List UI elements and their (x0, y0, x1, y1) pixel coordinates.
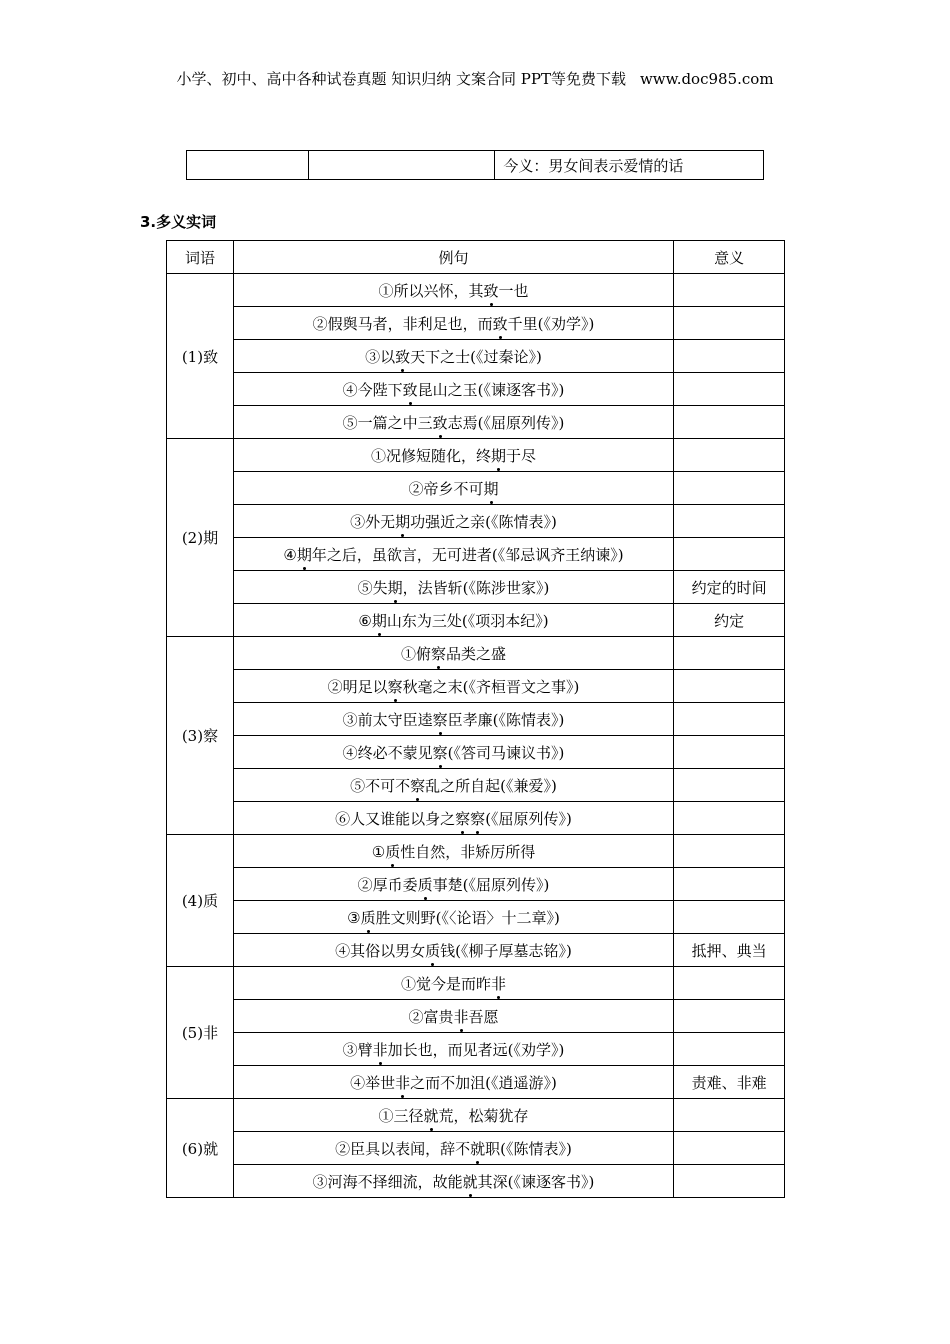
dotted-keyword (403, 381, 418, 399)
example-text: ，法皆斩(《陈涉世家》) (402, 578, 550, 597)
example-cell (233, 868, 673, 901)
dotted-keyword (491, 447, 506, 465)
example-cell (233, 1165, 673, 1198)
dotted-keyword (463, 1173, 478, 1191)
meaning-cell: 抵押、典当 (674, 934, 785, 967)
example-text: ③以 (365, 347, 396, 366)
dotted-keyword (454, 1008, 469, 1026)
example-text: 品类之盛 (446, 644, 507, 663)
dotted-char: 质 (425, 941, 441, 960)
dotted-keyword (372, 612, 387, 630)
example-text: 天下之士(《过秦论》) (410, 347, 542, 366)
dotted-keyword (395, 348, 410, 366)
example-cell (233, 934, 673, 967)
example-text: ③ (347, 908, 361, 927)
example-text: (《屈原列传》) (485, 809, 572, 828)
example-cell (233, 802, 673, 835)
header-site: www.doc985.com (639, 70, 774, 88)
example-text: 于尽 (506, 446, 537, 465)
meaning-cell (674, 868, 785, 901)
example-text: ①所以兴怀，其 (378, 281, 484, 300)
example-cell (233, 1132, 673, 1165)
meaning-cell (674, 835, 785, 868)
header-text: 小学、初中、高中各种试卷真题 知识归纳 文案合同 PPT等免费下载 (176, 70, 626, 88)
dotted-char: 致 (395, 347, 411, 366)
table-row (167, 340, 785, 373)
example-cell (233, 439, 673, 472)
example-text: ①觉今是而昨 (401, 974, 492, 993)
header-example: 例句 (233, 241, 673, 274)
example-cell (233, 967, 673, 1000)
example-text: ⑥人又谁能以身之 (335, 809, 456, 828)
meaning-cell (674, 373, 785, 406)
example-cell (233, 1000, 673, 1033)
table-row (167, 373, 785, 406)
example-cell (233, 505, 673, 538)
dotted-keyword (484, 282, 499, 300)
example-text: (《答司马谏议书》) (447, 743, 565, 762)
example-cell (233, 901, 673, 934)
example-cell (233, 274, 673, 307)
dotted-char: 就 (470, 1139, 486, 1158)
example-cell (233, 736, 673, 769)
dotted-keyword (388, 579, 403, 597)
example-text: 臣孝廉(《陈情表》) (447, 710, 565, 729)
table-row (167, 472, 785, 505)
dotted-keyword (361, 909, 376, 927)
dotted-keyword (491, 975, 506, 993)
dotted-keyword (470, 1140, 485, 1158)
example-text: 一也 (498, 281, 529, 300)
table-row (167, 406, 785, 439)
meaning-cell: 责难、非难 (674, 1066, 785, 1099)
dotted-keyword (433, 414, 448, 432)
example-text: ④举世 (350, 1073, 396, 1092)
meaning-cell (674, 1165, 785, 1198)
dotted-char: 察 (432, 743, 448, 762)
example-text: ①三径 (378, 1106, 424, 1125)
table-row (167, 439, 785, 472)
section-title: 3.多义实词 (140, 213, 217, 231)
example-text: ③前太守臣逵 (342, 710, 433, 729)
dotted-char: 察 (431, 644, 447, 663)
meaning-cell (674, 1033, 785, 1066)
dotted-char: 致 (492, 314, 508, 333)
dotted-char: 期 (395, 512, 411, 531)
example-text: ②厚币委 (357, 875, 418, 894)
dotted-keyword (484, 480, 499, 498)
dotted-char: 察 (455, 809, 471, 828)
dotted-char: 非 (395, 1073, 411, 1092)
meaning-cell (674, 967, 785, 1000)
dotted-char: 致 (432, 413, 448, 432)
meaning-cell (674, 505, 785, 538)
example-text: ⑤失 (357, 578, 388, 597)
dotted-char: 就 (423, 1106, 439, 1125)
dotted-keyword (431, 645, 446, 663)
example-text: ②帝乡不可 (408, 479, 484, 498)
modern-meaning-cell: 今义：男女间表示爱情的话 (495, 151, 764, 180)
table-row (167, 1000, 785, 1033)
example-cell (233, 703, 673, 736)
word-cell: (3)察 (167, 637, 234, 835)
meaning-cell: 约定 (674, 604, 785, 637)
example-text: ③臂 (342, 1040, 373, 1059)
dotted-char: 察 (387, 677, 403, 696)
example-text: 山东为三处(《项羽本纪》) (386, 611, 549, 630)
example-text: ②臣具以表闻，辞不 (335, 1139, 471, 1158)
table-row (187, 151, 764, 180)
table-row (167, 670, 785, 703)
example-text: ③河海不择细流，故能 (312, 1172, 463, 1191)
table-row (167, 571, 785, 604)
continued-table (186, 150, 764, 180)
example-cell (233, 373, 673, 406)
dotted-keyword (395, 1074, 410, 1092)
table-row (167, 1165, 785, 1198)
example-text: 职(《陈情表》) (485, 1139, 572, 1158)
dotted-keyword (373, 1041, 388, 1059)
dotted-char: 非 (372, 1040, 388, 1059)
example-text: 千里(《劝学》) (507, 314, 595, 333)
example-text: ① (371, 842, 386, 861)
meaning-cell (674, 1132, 785, 1165)
meaning-cell (674, 901, 785, 934)
example-text: ②富贵 (408, 1007, 454, 1026)
example-text: 之而不加沮(《逍遥游》) (410, 1073, 557, 1092)
example-text: 性自然，非矫厉所得 (400, 842, 536, 861)
table-row (167, 934, 785, 967)
example-cell (233, 637, 673, 670)
table-row (167, 637, 785, 670)
word-cell: (1)致 (167, 274, 234, 439)
table-row (167, 505, 785, 538)
dotted-char: 质 (385, 842, 401, 861)
example-text: 加长也，而见者远(《劝学》) (387, 1040, 565, 1059)
example-text: 事楚(《屈原列传》) (432, 875, 550, 894)
meaning-cell (674, 670, 785, 703)
example-text: ⑥ (358, 611, 372, 630)
example-cell (233, 670, 673, 703)
meaning-cell (674, 802, 785, 835)
example-text: ③外无 (350, 512, 396, 531)
example-text: 吾愿 (468, 1007, 499, 1026)
word-cell: (6)就 (167, 1099, 234, 1198)
example-text: ④今陛下 (342, 380, 403, 399)
table-row (167, 604, 785, 637)
table-row (167, 736, 785, 769)
table-row (167, 967, 785, 1000)
dotted-keyword (424, 1107, 439, 1125)
example-text: 胜文则野(《〈论语〉十二章》) (375, 908, 560, 927)
dotted-char: 期 (491, 446, 507, 465)
meaning-cell (674, 406, 785, 439)
table-row (167, 1099, 785, 1132)
dotted-keyword (410, 777, 425, 795)
dotted-char: 致 (402, 380, 418, 399)
meaning-cell (674, 472, 785, 505)
example-cell (233, 1099, 673, 1132)
example-text: 其深(《谏逐客书》) (477, 1172, 595, 1191)
example-text: ⑤不可不 (350, 776, 411, 795)
example-cell (233, 604, 673, 637)
example-text: ④终必不蒙见 (342, 743, 433, 762)
dotted-char: 质 (360, 908, 376, 927)
example-cell (233, 769, 673, 802)
table-row (167, 868, 785, 901)
example-cell (233, 835, 673, 868)
example-cell (233, 406, 673, 439)
header-word: 词语 (167, 241, 234, 274)
meaning-cell: 约定的时间 (674, 571, 785, 604)
word-cell: (5)非 (167, 967, 234, 1099)
table-row (167, 1033, 785, 1066)
example-text: ④ (283, 545, 297, 564)
example-cell (233, 1066, 673, 1099)
table-row (167, 274, 785, 307)
dotted-char: 非 (453, 1007, 469, 1026)
example-text: 乱之所自起(《兼爱》) (425, 776, 557, 795)
dotted-keyword (418, 876, 433, 894)
empty-cell (187, 151, 309, 180)
example-text: 荒，松菊犹存 (438, 1106, 529, 1125)
dotted-keyword (385, 843, 400, 861)
example-cell (233, 340, 673, 373)
meaning-cell (674, 1000, 785, 1033)
dotted-keyword (433, 711, 448, 729)
dotted-keyword (455, 810, 485, 828)
table-row (167, 703, 785, 736)
page-header (0, 68, 950, 89)
table-row (167, 1066, 785, 1099)
example-text: 年之后，虽欲言，无可进者(《邹忌讽齐王纳谏》) (311, 545, 624, 564)
dotted-keyword (425, 942, 440, 960)
example-text: ②明足以 (327, 677, 388, 696)
table-row (167, 901, 785, 934)
dotted-char: 察 (410, 776, 426, 795)
dotted-char: 期 (483, 479, 499, 498)
dotted-keyword (395, 513, 410, 531)
meaning-cell (674, 439, 785, 472)
example-text: ①况修短随化，终 (371, 446, 492, 465)
dotted-char: 察 (432, 710, 448, 729)
table-row (167, 1132, 785, 1165)
meaning-cell (674, 1099, 785, 1132)
example-text: ①俯 (401, 644, 432, 663)
example-text: ④其俗以男女 (335, 941, 426, 960)
meaning-cell (674, 307, 785, 340)
example-text: 秋毫之末(《齐桓晋文之事》) (402, 677, 580, 696)
table-row (167, 802, 785, 835)
table-row (167, 538, 785, 571)
example-cell (233, 1033, 673, 1066)
example-text: 功强近之亲(《陈情表》) (410, 512, 557, 531)
meaning-cell (674, 736, 785, 769)
word-cell: (2)期 (167, 439, 234, 637)
table-row (167, 307, 785, 340)
meaning-cell (674, 637, 785, 670)
table-row (167, 769, 785, 802)
meaning-cell (674, 340, 785, 373)
polysemy-table (166, 240, 785, 1198)
meaning-cell (674, 769, 785, 802)
table-row (167, 835, 785, 868)
dotted-keyword (388, 678, 403, 696)
example-text: 志焉(《屈原列传》) (447, 413, 565, 432)
example-cell (233, 472, 673, 505)
example-text: 钱(《柳子厚墓志铭》) (440, 941, 572, 960)
table-header-row (167, 241, 785, 274)
example-cell (233, 307, 673, 340)
dotted-char: 期 (387, 578, 403, 597)
example-text: 昆山之玉(《谏逐客书》) (417, 380, 565, 399)
empty-cell (308, 151, 495, 180)
dotted-char: 致 (483, 281, 499, 300)
dotted-keyword (493, 315, 508, 333)
example-text: ②假舆马者，非利足也，而 (312, 314, 493, 333)
example-cell (233, 571, 673, 604)
dotted-char: 就 (462, 1172, 478, 1191)
dotted-char: 察 (470, 809, 486, 828)
header-meaning: 意义 (674, 241, 785, 274)
word-cell: (4)质 (167, 835, 234, 967)
example-text: ⑤一篇之中三 (342, 413, 433, 432)
dotted-keyword (433, 744, 448, 762)
dotted-char: 质 (417, 875, 433, 894)
meaning-cell (674, 538, 785, 571)
meaning-cell (674, 703, 785, 736)
dotted-keyword (297, 546, 312, 564)
dotted-char: 期 (371, 611, 387, 630)
dotted-char: 期 (296, 545, 312, 564)
example-cell (233, 538, 673, 571)
dotted-char: 非 (491, 974, 507, 993)
meaning-cell (674, 274, 785, 307)
